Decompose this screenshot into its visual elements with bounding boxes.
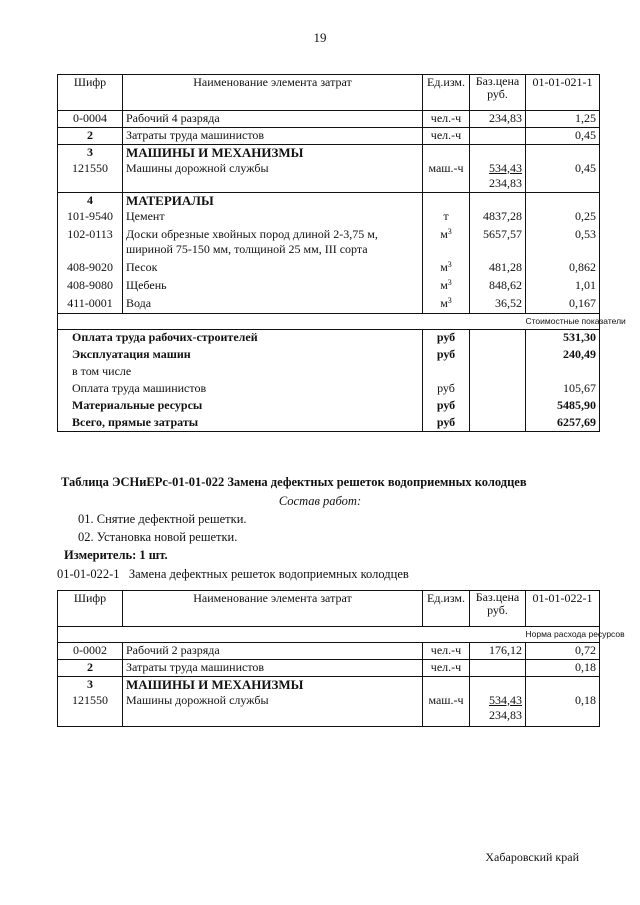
- row-name: Машины дорожной службы: [123, 693, 423, 727]
- table-row: [58, 643, 600, 660]
- row-price: [470, 660, 526, 677]
- row-unit: [423, 260, 470, 278]
- header-code: Шифр: [58, 75, 123, 111]
- table-row: [58, 296, 600, 314]
- row-price: [470, 693, 526, 727]
- row-unit: чел.-ч: [423, 128, 470, 145]
- unit-superscript: 3: [447, 259, 452, 269]
- row-price: 234,83: [470, 111, 526, 128]
- table-row: [58, 161, 600, 193]
- row-name: Рабочий 2 разряда: [123, 643, 423, 660]
- row-code: 0-0004: [58, 111, 123, 128]
- header-unit: Ед.изм.: [423, 75, 470, 111]
- norm-line: 01-01-022-1 Замена дефектных решеток водоприемных колодцев: [57, 567, 409, 581]
- row-name: Щебень: [123, 278, 423, 296]
- resource-norm-row: [58, 627, 600, 643]
- section-row: [58, 145, 600, 161]
- row-unit: т: [423, 209, 470, 227]
- section-code: 3: [58, 677, 123, 693]
- cost-indicators-row: [58, 314, 600, 330]
- row-code: 121550: [58, 161, 123, 193]
- row-value: 0,862: [526, 260, 600, 278]
- header-code: Шифр: [58, 591, 123, 627]
- section-code: 3: [58, 145, 123, 161]
- price-current: 534,43: [489, 692, 522, 707]
- composition-title: Состав работ:: [278, 494, 362, 508]
- row-code: 102-0113: [58, 227, 123, 260]
- header-unit: Ед.изм.: [423, 591, 470, 627]
- row-code: 0-0002: [58, 643, 123, 660]
- summary-value: 5485,90: [526, 398, 600, 415]
- section-title: МАШИНЫ И МЕХАНИЗМЫ: [123, 677, 423, 693]
- summary-unit: [423, 364, 470, 381]
- row-name: Доски обрезные хвойных пород длиной 2-3,75 м, шириной 75-150 мм, толщиной 25 мм, III сорта: [123, 227, 423, 260]
- row-code: 408-9080: [58, 278, 123, 296]
- row-value: 0,25: [526, 209, 600, 227]
- price-base: 234,83: [489, 707, 522, 722]
- section-title: МАШИНЫ И МЕХАНИЗМЫ: [123, 145, 423, 161]
- summary-name: Всего, прямые затраты: [58, 415, 423, 432]
- summary-value: 105,67: [526, 381, 600, 398]
- row-unit: [423, 278, 470, 296]
- row-code: 411-0001: [58, 296, 123, 314]
- summary-name: Оплата труда рабочих-строителей: [58, 330, 423, 347]
- resource-table-01-01-022: [57, 590, 625, 727]
- header-base-price: Баз.цена руб.: [470, 75, 526, 111]
- meter-label: Измеритель: 1 шт.: [64, 548, 168, 562]
- row-value: 0,72: [526, 643, 600, 660]
- work-step: 02. Установка новой решетки.: [78, 530, 238, 544]
- unit-superscript: 3: [447, 295, 452, 305]
- row-value: 1,01: [526, 278, 600, 296]
- summary-unit: руб: [423, 330, 470, 347]
- unit-superscript: 3: [447, 226, 452, 236]
- section-row: [58, 677, 600, 693]
- row-value: 0,45: [526, 128, 600, 145]
- table-title: Таблица ЭСНиЕРс-01-01-022 Замена дефектных решеток водоприемных колодцев: [61, 475, 527, 489]
- row-value: 1,25: [526, 111, 600, 128]
- summary-row: [58, 381, 600, 398]
- summary-name: Эксплуатация машин: [58, 347, 423, 364]
- row-name: Цемент: [123, 209, 423, 227]
- row-code: 408-9020: [58, 260, 123, 278]
- table-row: [58, 209, 600, 227]
- summary-value: [526, 364, 600, 381]
- row-name: Машины дорожной службы: [123, 161, 423, 193]
- summary-unit: руб: [423, 398, 470, 415]
- row-name: Рабочий 4 разряда: [123, 111, 423, 128]
- header-norm-code: 01-01-021-1: [526, 75, 600, 111]
- price-current: 534,43: [489, 160, 522, 175]
- row-price: [470, 161, 526, 193]
- summary-value: 6257,69: [526, 415, 600, 432]
- table-row: [58, 660, 600, 677]
- row-value: 0,53: [526, 227, 600, 260]
- summary-name: Материальные ресурсы: [58, 398, 423, 415]
- table-row: [58, 260, 600, 278]
- row-code: 2: [58, 128, 123, 145]
- row-price: 4837,28: [470, 209, 526, 227]
- header-norm-code: 01-01-022-1: [526, 591, 600, 627]
- unit-text: м: [440, 226, 448, 241]
- row-value: 0,18: [526, 660, 600, 677]
- row-code: 2: [58, 660, 123, 677]
- unit-text: м: [440, 295, 448, 310]
- table-row: [58, 111, 600, 128]
- row-price: 5657,57: [470, 227, 526, 260]
- row-name: Песок: [123, 260, 423, 278]
- row-unit: чел.-ч: [423, 660, 470, 677]
- table-header-row: [58, 591, 600, 627]
- summary-unit: руб: [423, 347, 470, 364]
- section-title: МАТЕРИАЛЫ: [123, 193, 423, 209]
- price-base: 234,83: [489, 175, 522, 190]
- row-price: 481,28: [470, 260, 526, 278]
- header-name: Наименование элемента затрат: [123, 591, 423, 627]
- summary-unit: руб: [423, 415, 470, 432]
- row-price: 176,12: [470, 643, 526, 660]
- region-footer: Хабаровский край: [485, 850, 579, 864]
- resource-norm-label: Норма расхода ресурсов: [526, 627, 600, 643]
- summary-row: [58, 330, 600, 347]
- row-value: 0,45: [526, 161, 600, 193]
- work-step: 01. Снятие дефектной решетки.: [78, 512, 247, 526]
- row-price: [470, 128, 526, 145]
- summary-name: в том числе: [58, 364, 423, 381]
- row-unit: [423, 227, 470, 260]
- cost-indicators-label: Стоимостные показатели: [526, 314, 600, 330]
- section-row: [58, 193, 600, 209]
- section-code: 4: [58, 193, 123, 209]
- unit-superscript: 3: [447, 277, 452, 287]
- row-price: 848,62: [470, 278, 526, 296]
- table-header-row: [58, 75, 600, 111]
- row-code: 121550: [58, 693, 123, 727]
- summary-row: [58, 415, 600, 432]
- summary-row: [58, 398, 600, 415]
- summary-row: [58, 364, 600, 381]
- row-name: Затраты труда машинистов: [123, 660, 423, 677]
- row-unit: маш.-ч: [423, 161, 470, 193]
- row-price: 36,52: [470, 296, 526, 314]
- header-base-price: Баз.цена руб.: [470, 591, 526, 627]
- table-row: [58, 278, 600, 296]
- unit-text: м: [440, 277, 448, 292]
- summary-value: 531,30: [526, 330, 600, 347]
- row-unit: чел.-ч: [423, 643, 470, 660]
- row-name: Затраты труда машинистов: [123, 128, 423, 145]
- table-row: [58, 128, 600, 145]
- page-number: 19: [313, 30, 327, 45]
- row-unit: чел.-ч: [423, 111, 470, 128]
- row-unit: [423, 296, 470, 314]
- unit-text: м: [440, 259, 448, 274]
- table-row: [58, 227, 600, 260]
- summary-unit: руб: [423, 381, 470, 398]
- row-value: 0,167: [526, 296, 600, 314]
- table-row: [58, 693, 600, 727]
- row-name: Вода: [123, 296, 423, 314]
- row-value: 0,18: [526, 693, 600, 727]
- row-code: 101-9540: [58, 209, 123, 227]
- resource-table-01-01-021: [57, 74, 626, 432]
- header-name: Наименование элемента затрат: [123, 75, 423, 111]
- row-unit: маш.-ч: [423, 693, 470, 727]
- summary-name: Оплата труда машинистов: [58, 381, 423, 398]
- summary-row: [58, 347, 600, 364]
- summary-value: 240,49: [526, 347, 600, 364]
